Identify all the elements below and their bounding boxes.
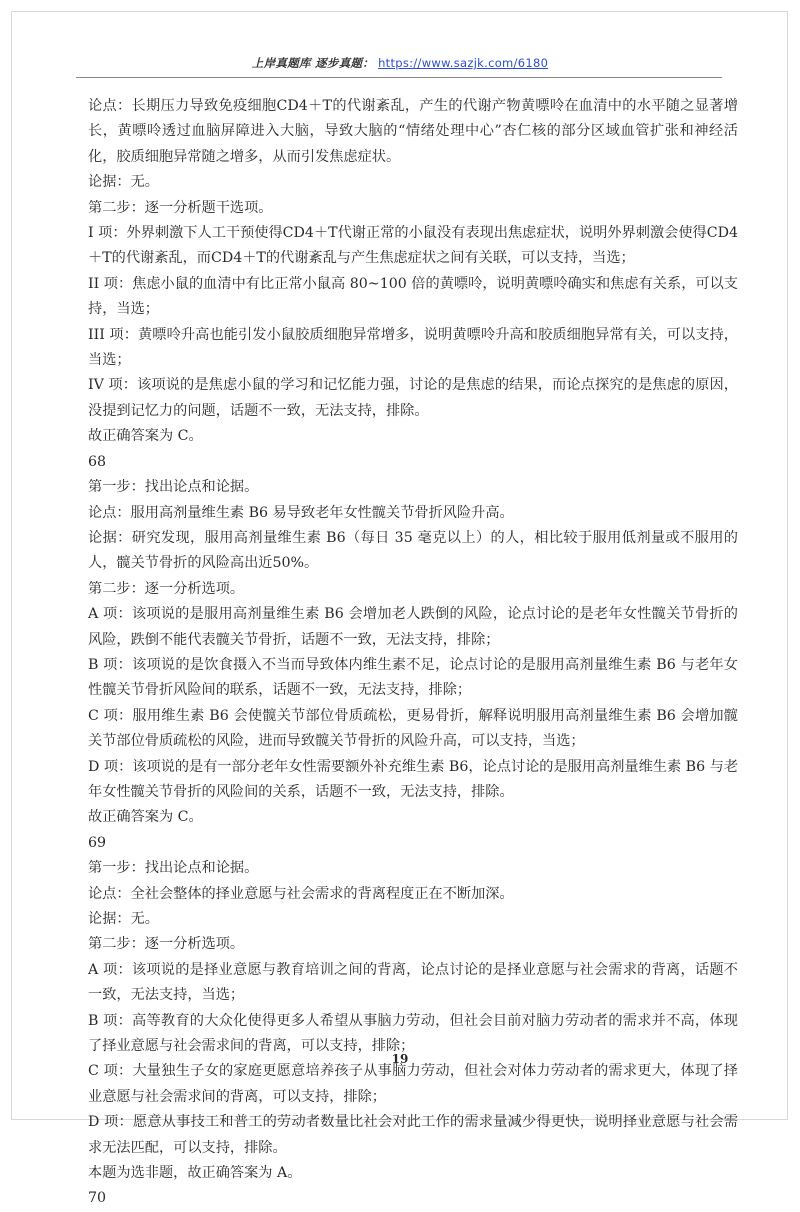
option-a: A 项：该项说的是服用高剂量维生素 B6 会增加老人跌倒的风险，论点讨论的是老年女性髋关节骨折的风险，跌倒不能代表髋关节骨折，话题不一致，无法支持，排除； — [88, 606, 738, 648]
page-number: 19 — [391, 1052, 409, 1066]
option-b: B 项：高等教育的大众化使得更多人希望从事脑力劳动，但社会目前对脑力劳动者的需求并不高，体现了择业意愿与社会需求间的背离，可以支持，排除； — [88, 1012, 738, 1055]
option-c: C 项：服用维生素 B6 会使髋关节部位骨质疏松，更易骨折，解释说明服用高剂量维生素 B6 会增加髋关节部位骨质疏松的风险，进而导致髋关节骨折的风险升高，可以支持，当选； — [88, 707, 738, 750]
option-ii: II 项：焦虑小鼠的血清中有比正常小鼠高 80~100 倍的黄嘌呤，说明黄嘌呤确实和焦虑有关系，可以支持，当选； — [88, 275, 738, 318]
paragraph-step-two: 第二步：逐一分析题干选项。 — [88, 199, 273, 216]
paragraph-evidence: 论据：无。 — [88, 911, 159, 927]
question-number: 70 — [88, 1190, 107, 1207]
option-i: I 项：外界刺激下人工干预使得CD4＋T代谢正常的小鼠没有表现出焦虑症状，说明外界刺激会使得CD4＋T的代谢紊乱，而CD4＋T的代谢紊乱与产生焦虑症状之间有关联，可以支持，当选； — [88, 225, 738, 267]
answer-line: 本题为选非题，故正确答案为 A。 — [88, 1165, 302, 1182]
option-b: B 项：该项说的是饮食摄入不当而导致体内维生素不足，论点讨论的是服用高剂量维生素 B6 与老年女性髋关节骨折风险间的联系，话题不一致，无法支持，排除； — [88, 656, 738, 699]
answer-line: 故正确答案为 C。 — [88, 809, 203, 826]
header-link[interactable]: https://www.sazjk.com/6180 — [378, 56, 549, 70]
paragraph-evidence: 论据：无。 — [88, 174, 159, 191]
option-iii: III 项：黄嘌呤升高也能引发小鼠胶质细胞异常增多，说明黄嘌呤升高和胶质细胞异常有关，可以支持，当选； — [88, 326, 738, 369]
option-a: A 项：该项说的是择业意愿与教育培训之间的背离，论点讨论的是择业意愿与社会需求的背离，话题不一致，无法支持，当选； — [88, 961, 738, 1004]
paragraph-step-one: 第一步：找出论点和论据。 — [88, 479, 259, 496]
paragraph-argument: 论点：服用高剂量维生素 B6 易导致老年女性髋关节骨折风险升高。 — [88, 504, 514, 521]
option-iv: IV 项：该项说的是焦虑小鼠的学习和记忆能力强，讨论的是焦虑的结果，而论点探究的是焦虑的原因，没提到记忆力的问题，话题不一致，无法支持，排除。 — [88, 377, 738, 419]
paragraph-argument: 论点：全社会整体的择业意愿与社会需求的背离程度正在不断加深。 — [88, 885, 514, 902]
option-d: D 项：愿意从事技工和普工的劳动者数量比社会对此工作的需求量减少得更快，说明择业意愿与社会需求无法匹配，可以支持，排除。 — [88, 1114, 738, 1156]
header-title: 上岸真题库 逐步真题： — [251, 56, 375, 70]
document-body — [88, 94, 738, 1212]
page-header — [0, 55, 800, 71]
question-number: 68 — [88, 453, 107, 470]
option-c: C 项：大量独生子女的家庭更愿意培养孩子从事脑力劳动，但社会对体力劳动者的需求更大，体现了择业意愿与社会需求间的背离，可以支持，排除； — [88, 1063, 738, 1105]
question-number: 69 — [88, 834, 107, 851]
paragraph-step-one: 第一步：找出论点和论据。 — [88, 860, 259, 877]
answer-line: 故正确答案为 C。 — [88, 428, 203, 445]
option-d: D 项：该项说的是有一部分老年女性需要额外补充维生素 B6，论点讨论的是服用高剂量维生素 B6 与老年女性髋关节骨折的风险间的关系，话题不一致，无法支持，排除。 — [88, 758, 739, 800]
paragraph-evidence: 论据：研究发现，服用高剂量维生素 B6（每日 35 毫克以上）的人，相比较于服用低剂量或不服用的人，髋关节骨折的风险高出近50%。 — [88, 529, 738, 572]
paragraph-step-two: 第二步：逐一分析选项。 — [88, 580, 245, 597]
paragraph-step-two: 第二步：逐一分析选项。 — [88, 936, 245, 953]
header-divider — [76, 77, 722, 78]
paragraph-argument: 论点：长期压力导致免疫细胞CD4＋T的代谢紊乱，产生的代谢产物黄嘌呤在血清中的水平随之显著增长，黄嘌呤透过血脑屏障进入大脑，导致大脑的“情绪处理中心”杏仁核的部分区域血管扩张和神经活化，胶质细胞异常随之增多，从而引发焦虑症状。 — [88, 98, 738, 165]
